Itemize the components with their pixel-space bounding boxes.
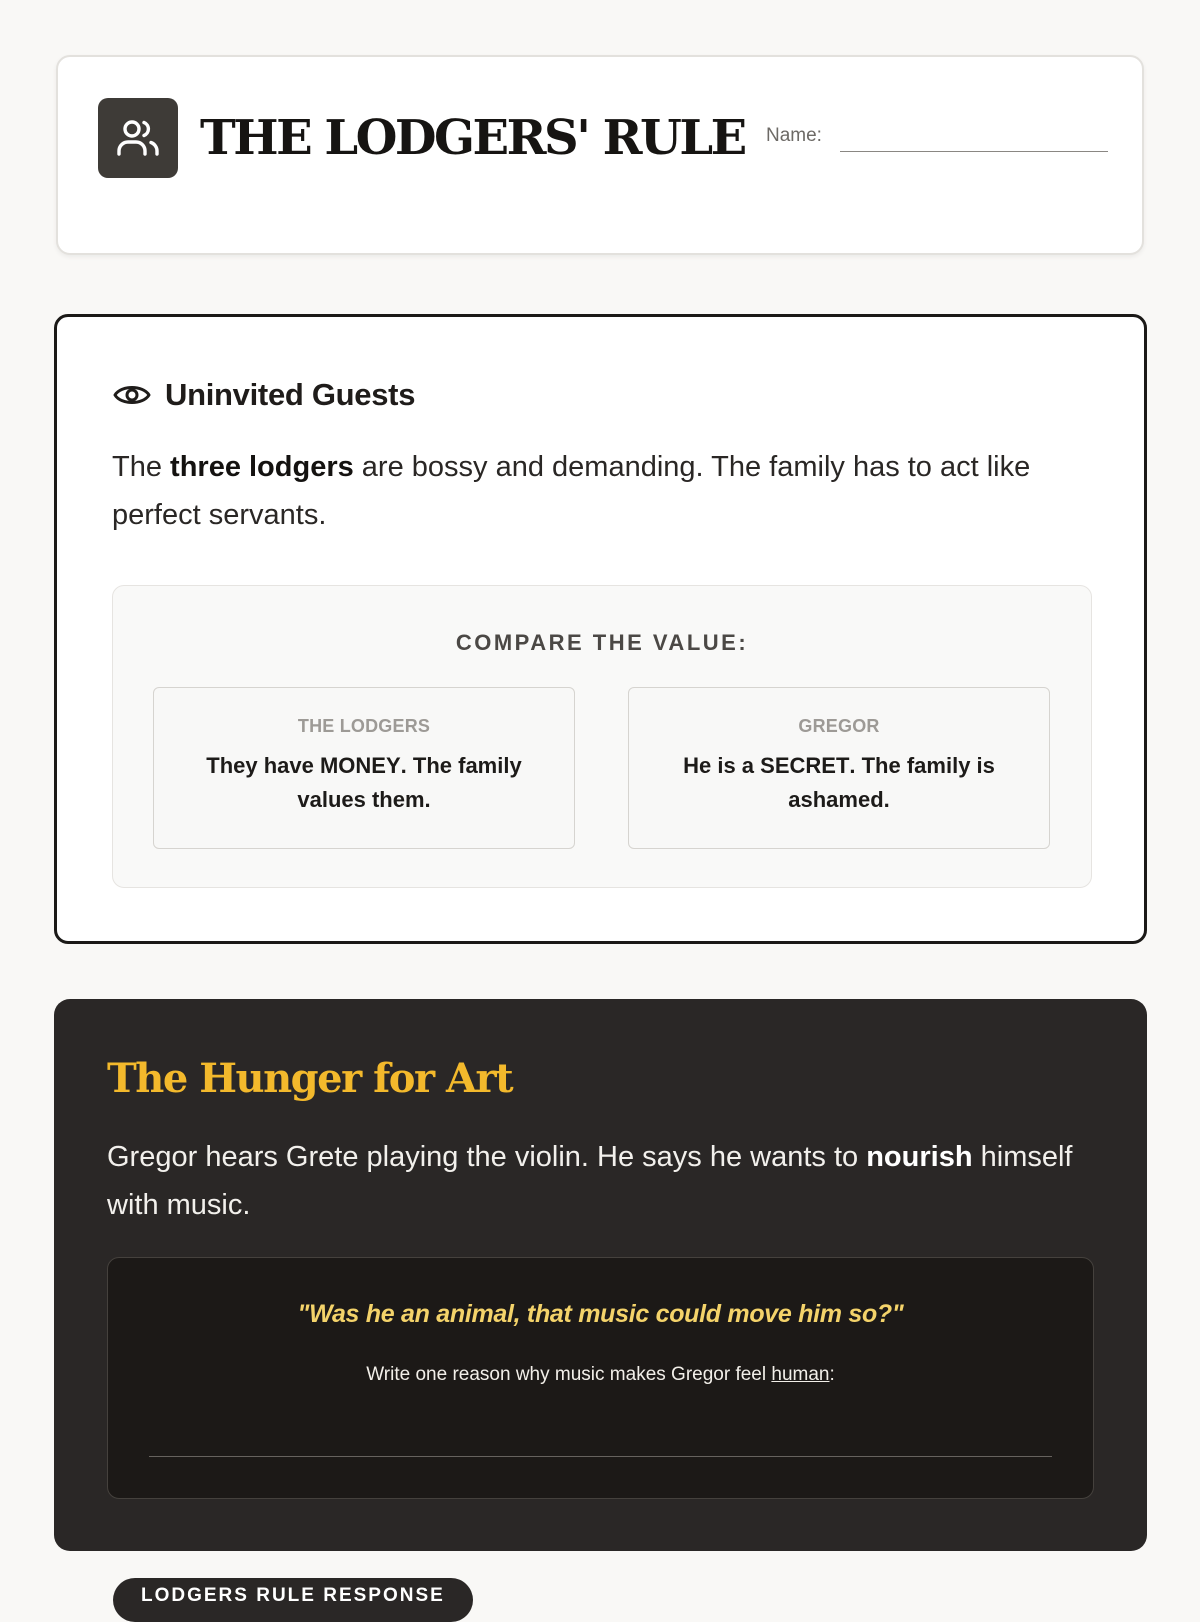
response-prompt: Write one reason why music makes Gregor feel human: <box>366 1364 835 1385</box>
name-label: Name: <box>766 125 822 146</box>
quote-text: "Was he an animal, that music could move him so?" <box>297 1300 904 1328</box>
guests-title: Uninvited Guests <box>165 377 416 412</box>
guests-heading <box>112 375 415 415</box>
guests-body-text: The three lodgers are bossy and demanding. The family has to act like perfect servants. <box>112 451 1031 531</box>
eye-icon <box>112 375 152 415</box>
art-body-text: Gregor hears Grete playing the violin. He says he wants to nourish himself with music. <box>107 1141 1073 1221</box>
users-icon <box>98 98 178 178</box>
compare-column-heading: GREGOR <box>798 716 880 736</box>
hunger-for-art-card <box>54 999 1147 1551</box>
bold-term: nourish <box>866 1141 973 1173</box>
compare-column-heading: THE LODGERS <box>297 716 431 736</box>
compare-column-text: They have MONEY. The family values them. <box>206 753 522 812</box>
bold-term: three lodgers <box>170 451 354 483</box>
response-section-label: LODGERS RULE RESPONSE <box>113 1578 473 1622</box>
quote-box <box>107 1257 1094 1499</box>
compare-column-lodgers <box>153 687 575 849</box>
art-title: The Hunger for Art <box>107 1055 513 1102</box>
uninvited-guests-card <box>54 314 1147 944</box>
compare-column-gregor <box>628 687 1050 849</box>
compare-title: COMPARE THE VALUE: <box>455 630 749 655</box>
header-card <box>56 55 1144 255</box>
compare-box <box>112 585 1092 888</box>
answer-input-line[interactable] <box>149 1456 1052 1457</box>
compare-column-text: He is a SECRET. The family is ashamed. <box>683 753 995 812</box>
name-input-line[interactable] <box>840 151 1108 152</box>
page-title: THE LODGERS' RULE <box>200 110 745 166</box>
